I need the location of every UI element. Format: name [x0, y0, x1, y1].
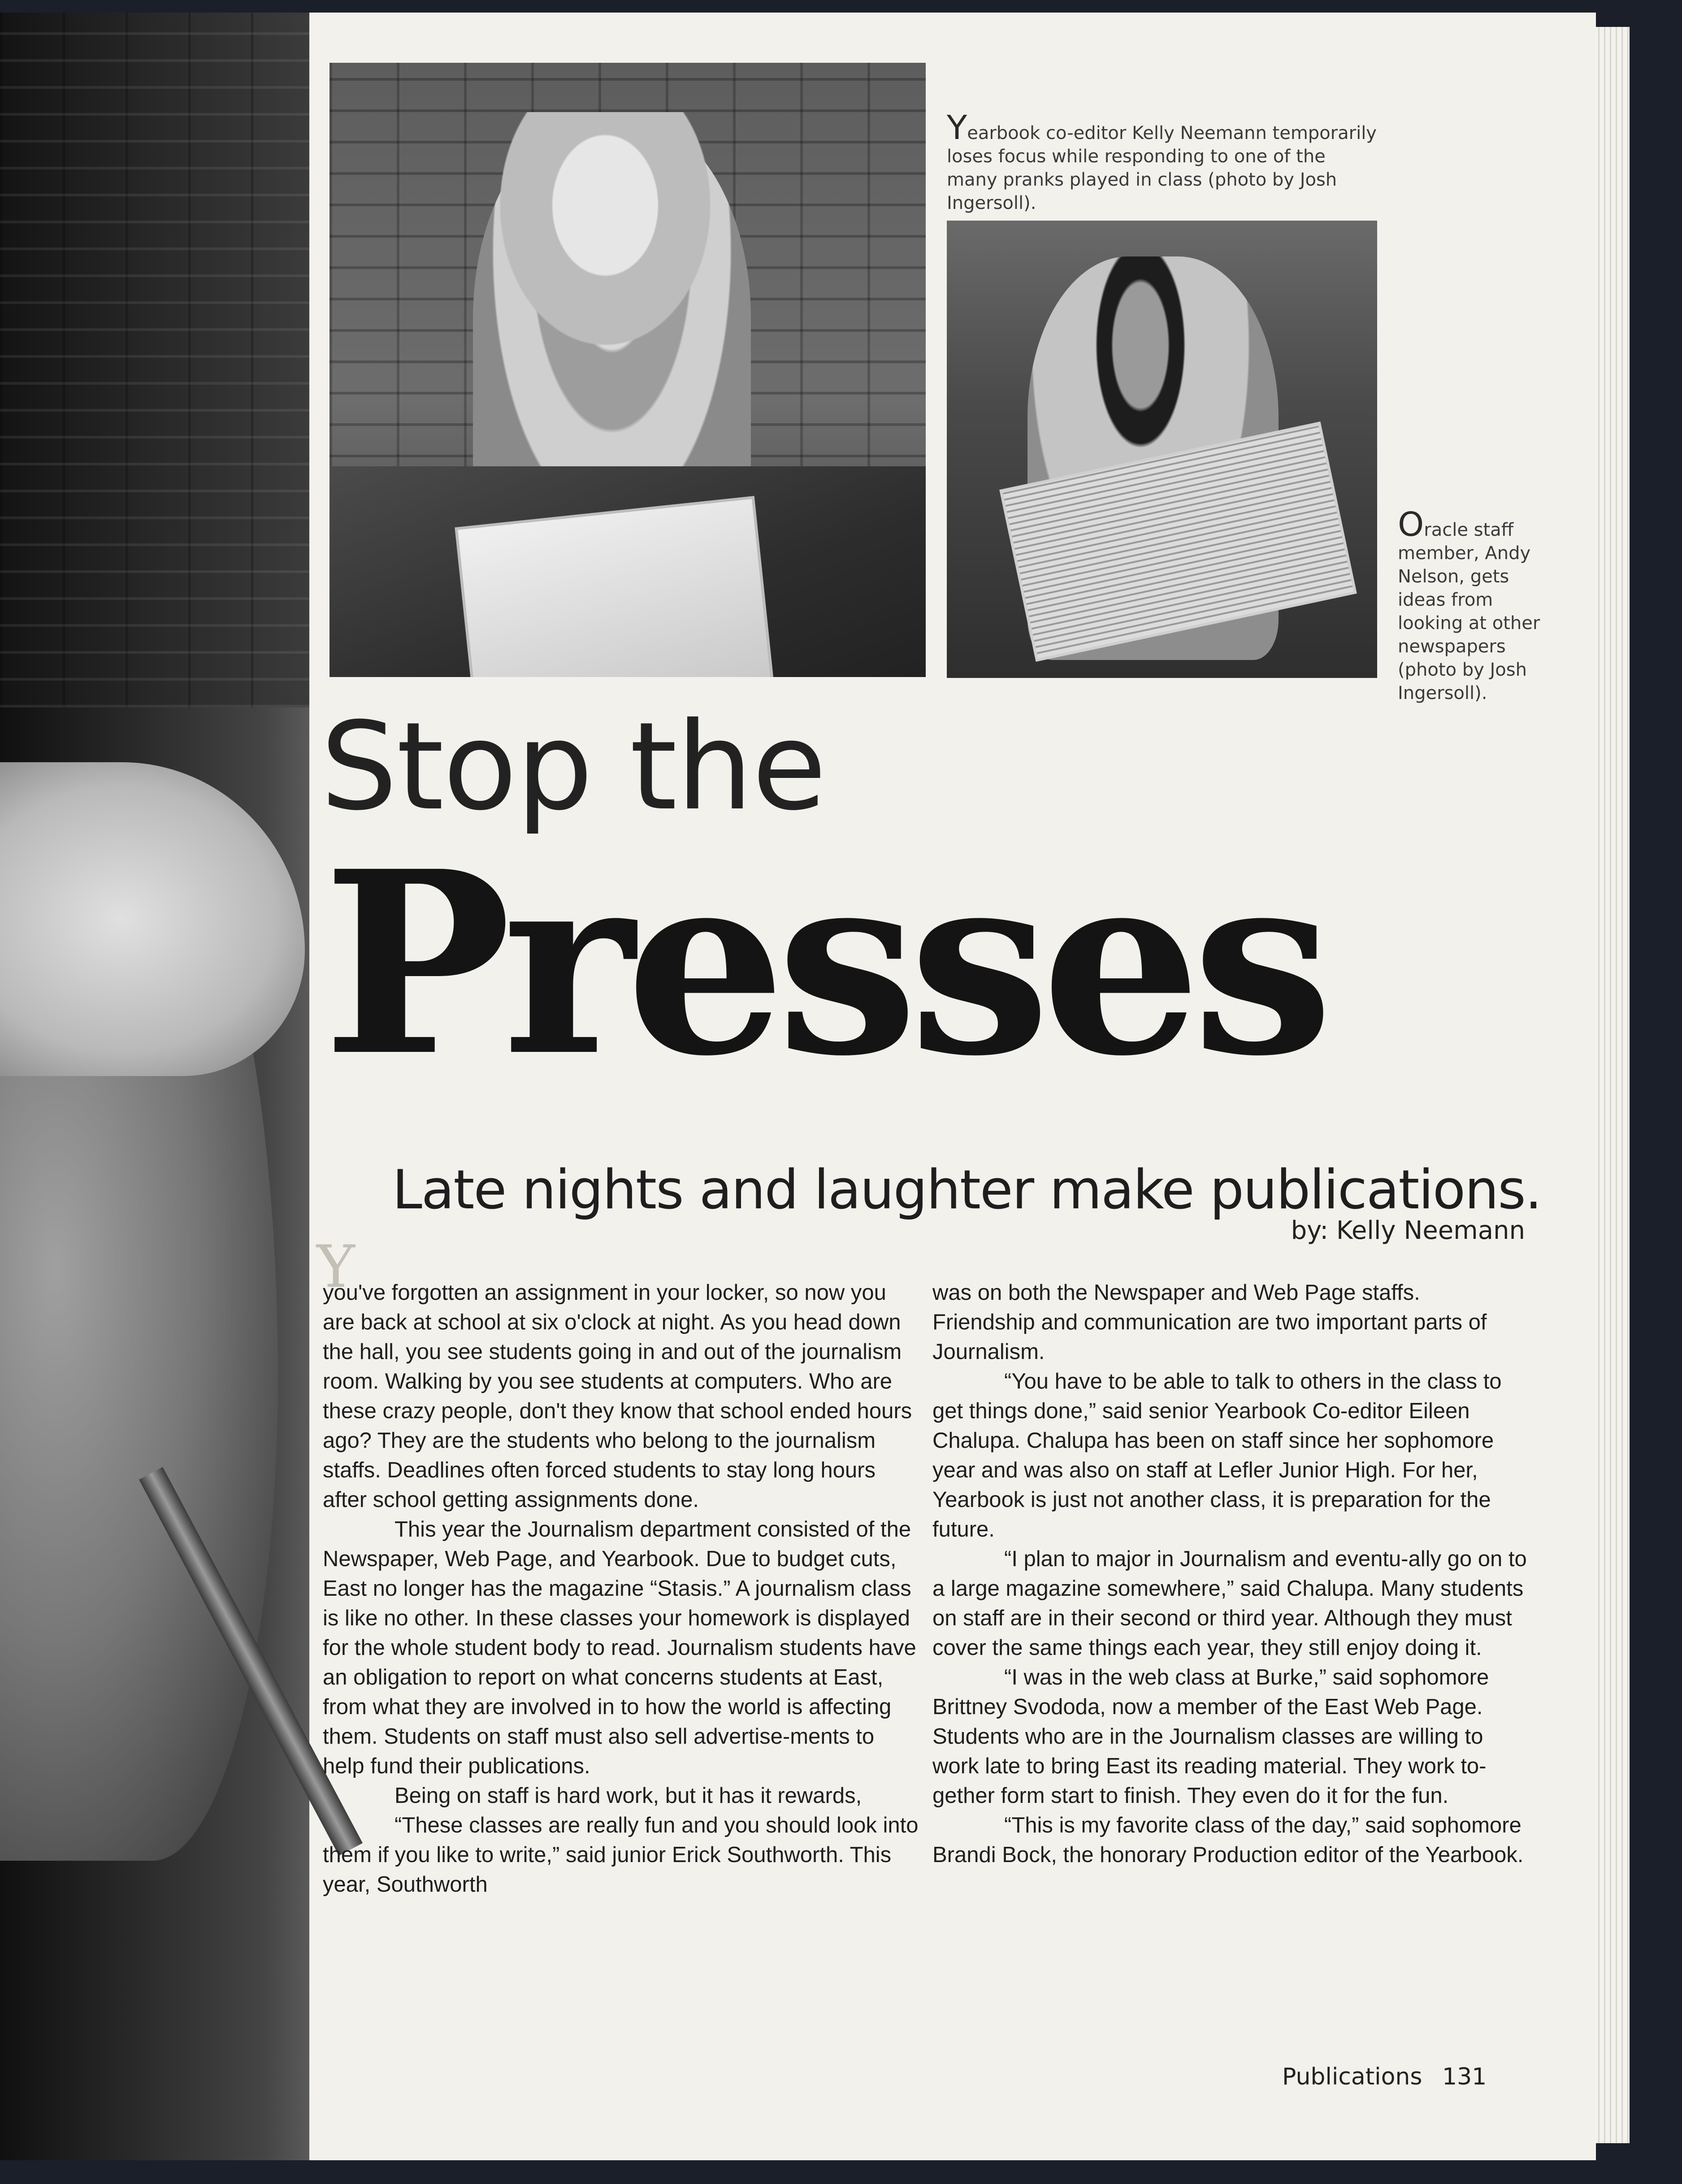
paragraph: This year the Journalism department consisted of the Newspaper, Web Page, and Yearbook. Due to budget cuts, East no longer has the magazine “Stasis.” A journalism class is like no other. In these classes your homework is displayed for the whole student body to read. Journalism students have an obligation to report on what concerns students at East, from what they are involved in to how the world is affecting them. Students on staff must also sell advertise-ments to help fund their publications. — [323, 1517, 916, 1778]
caption-drop-letter: Y — [947, 109, 967, 147]
photo-paper-stack — [455, 496, 774, 677]
paragraph: “I was in the web class at Burke,” said sophomore Brittney Svododa, now a member of the East Web Page. Students who are in the Journalism classes are willing to work late to bring East its reading material. They work to-gether form start to finish. They even do it for the fun. — [932, 1665, 1489, 1808]
headline-line-2: Presses — [323, 816, 1325, 1112]
page-number: 131 — [1442, 2063, 1487, 2090]
caption-drop-letter: O — [1398, 505, 1424, 544]
subheadline: Late nights and laughter make publications. — [392, 1159, 1541, 1221]
paragraph: “These classes are really fun and you should look into them if you like to write,” said junior Erick Southworth. This year, Southworth — [323, 1813, 919, 1897]
page-edges — [1594, 27, 1630, 2143]
paragraph: “I plan to major in Journalism and eventu-ally go on to a large magazine somewhere,” said Chalupa. Many students on staff are in their second or third year. Although they must cover the same things each year, they still enjoy doing it. — [932, 1547, 1527, 1660]
caption-text: racle staff member, Andy Nelson, gets ideas from looking at other newspapers (photo by Josh Ingersoll). — [1398, 520, 1540, 703]
photo-andy-nelson — [947, 221, 1377, 678]
body-drop-cap: Y — [316, 1233, 355, 1301]
photo-kelly-neemann — [329, 63, 926, 677]
headline-line-1: Stop the — [321, 696, 826, 837]
body-column-2 — [932, 1278, 1529, 1870]
caption-kelly-neemann — [947, 109, 1377, 215]
paragraph: Being on staff is hard work, but it has it rewards, — [394, 1784, 862, 1808]
paragraph: “You have to be able to talk to others in the class to get things done,” said senior Yearbook Co-editor Eileen Chalupa. Chalupa has been on staff since her sophomore year and was also on staff at Lefler Junior High. For her, Yearbook is just not another class, it is preparation for the future. — [932, 1369, 1502, 1541]
photo-hair — [500, 112, 711, 345]
caption-andy-nelson — [1398, 505, 1550, 705]
caption-text: earbook co-editor Kelly Neemann temporarily loses focus while responding to one of the many pranks played in class (photo by Josh Ingersoll). — [947, 123, 1377, 213]
body-column-1 — [323, 1278, 919, 1899]
left-brick-wall-photo — [0, 13, 309, 708]
paragraph: you've forgotten an assignment in your locker, so now you are back at school at six o'clock at night. As you head down the hall, you see students going in and out of the journalism room. Walking by you see students at computers. Who are these crazy people, don't they know that school ended hours ago? They are the students who belong to the journalism staffs. Deadlines often forced students to stay long hours after school getting assignments done. — [323, 1281, 912, 1512]
page-footer — [1282, 2062, 1487, 2091]
paragraph: was on both the Newspaper and Web Page staffs. Friendship and communication are two important parts of Journalism. — [932, 1281, 1487, 1364]
byline: by: Kelly Neemann — [1291, 1216, 1525, 1245]
paragraph: “This is my favorite class of the day,” said sophomore Brandi Bock, the honorary Production editor of the Yearbook. — [932, 1813, 1524, 1867]
footer-section: Publications — [1282, 2063, 1422, 2090]
